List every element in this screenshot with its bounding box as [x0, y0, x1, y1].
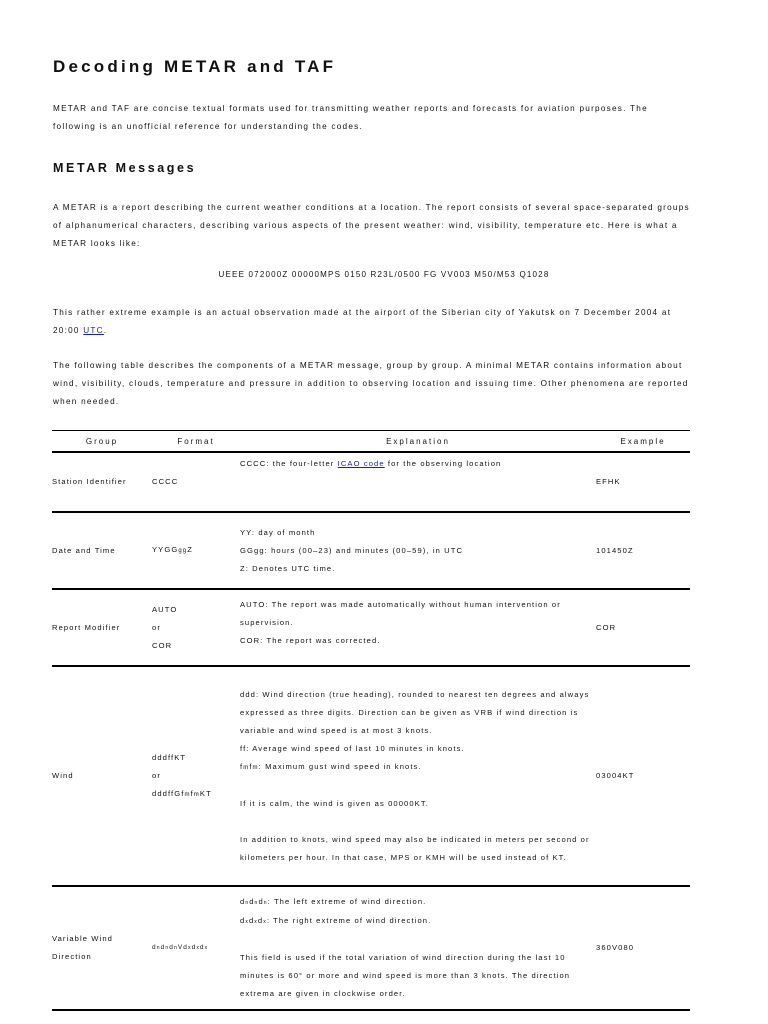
utc-link[interactable]: UTC [83, 326, 104, 335]
page-title: Decoding METAR and TAF [53, 57, 337, 76]
example-note-text: This rather extreme example is an actual observation made at the airport of the Siberian city of Yakutsk on 7 December 2004 at 20:00 [53, 308, 672, 335]
table-row [52, 589, 690, 666]
expl-text-end: for the observing location [384, 459, 502, 468]
cell-example: COR [596, 589, 690, 666]
example-note-end: . [103, 326, 108, 335]
expl-line: This field is used if the total variation of wind direction during the last 10 minutes is 60° or more and wind speed is more than 3 knots. The direction extrema are given in clockwise order. [240, 953, 571, 998]
table-row [52, 666, 690, 886]
cell-example: 360V080 [596, 886, 690, 1010]
cell-format: dndndnVdxdxdx [152, 886, 240, 1010]
table-row [52, 886, 690, 1010]
cell-format: CCCC [152, 452, 240, 512]
cell-explanation [240, 512, 596, 589]
table-row [52, 512, 690, 589]
cell-explanation [240, 452, 596, 512]
header-group: Group [52, 431, 152, 453]
cell-format [152, 666, 240, 886]
cell-example: 03004KT [596, 666, 690, 886]
cell-group: Station Identifier [52, 452, 152, 512]
expl-line: fmfm: Maximum gust wind speed in knots. [240, 761, 422, 771]
example-metar: UEEE 072000Z 00000MPS 0150 R23L/0500 FG VV003 M50/M53 Q1028 [218, 270, 550, 279]
header-explanation: Explanation [240, 431, 596, 453]
expl-line: If it is calm, the wind is given as 00000KT. [240, 798, 429, 808]
expl-line: Z: Denotes UTC time. [240, 563, 336, 573]
metar-description: A METAR is a report describing the current weather conditions at a location. The report consists of several space-separated groups of alphanumerical characters, describing various aspects of the present weather: wind, visibility, temperature etc. Here is what a METAR looks like: [53, 203, 690, 248]
expl-line: COR: The report was corrected. [240, 636, 381, 645]
header-format: Format [152, 431, 240, 453]
cell-format: YYGGggZ [152, 512, 240, 589]
header-example: Example [596, 431, 690, 453]
expl-line: In addition to knots, wind speed may also be indicated in meters per second or kilometers per hour. In that case, MPS or KMH will be used instead of KT. [240, 834, 590, 862]
expl-line: GGgg: hours (00–23) and minutes (00–59), in UTC [240, 545, 464, 555]
table-intro: The following table describes the components of a METAR message, group by group. A minimal METAR contains information about wind, visibility, clouds, temperature and pressure in addition to observing location and issuing time. Other phenomena are reported when needed. [53, 361, 689, 406]
cell-explanation [240, 666, 596, 886]
format-line: or [152, 622, 161, 632]
table-row [52, 452, 690, 512]
cell-example: EFHK [596, 452, 690, 512]
cell-group: Wind [52, 666, 152, 886]
format-line: dddffGfmfmKT [152, 788, 212, 798]
intro-paragraph: METAR and TAF are concise textual formats used for transmitting weather reports and forecasts for aviation purposes. The following is an unofficial reference for understanding the codes. [53, 104, 648, 131]
expl-line: AUTO: The report was made automatically without human intervention or supervision. [240, 600, 561, 627]
format-line: dddffKT [152, 752, 187, 762]
expl-line: dndndn: The left extreme of wind direction. [240, 897, 427, 906]
format-line: AUTO [152, 604, 178, 614]
expl-line: dxdxdx: The right extreme of wind direction. [240, 916, 432, 925]
cell-group: Variable Wind Direction [52, 886, 152, 1010]
expl-line: ff: Average wind speed of last 10 minutes in knots. [240, 743, 465, 753]
cell-group: Report Modifier [52, 589, 152, 666]
expl-line: YY: day of month [240, 527, 316, 537]
cell-explanation [240, 886, 596, 1010]
icao-code-link[interactable]: ICAO code [337, 459, 385, 468]
expl-text: CCCC: the four-letter [240, 459, 338, 468]
cell-example: 101450Z [596, 512, 690, 589]
cell-explanation [240, 589, 596, 666]
format-line: COR [152, 640, 173, 650]
cell-group: Date and Time [52, 512, 152, 589]
example-note [53, 304, 693, 340]
expl-line: ddd: Wind direction (true heading), rounded to nearest ten degrees and always expressed as three digits. Direction can be given as VRB if wind direction is variable and wind speed is at most 3 knots. [240, 689, 590, 735]
cell-format [152, 589, 240, 666]
format-line: or [152, 770, 161, 780]
metar-table [52, 430, 690, 1011]
section-heading: METAR Messages [53, 161, 197, 175]
table-header-row [52, 431, 690, 453]
